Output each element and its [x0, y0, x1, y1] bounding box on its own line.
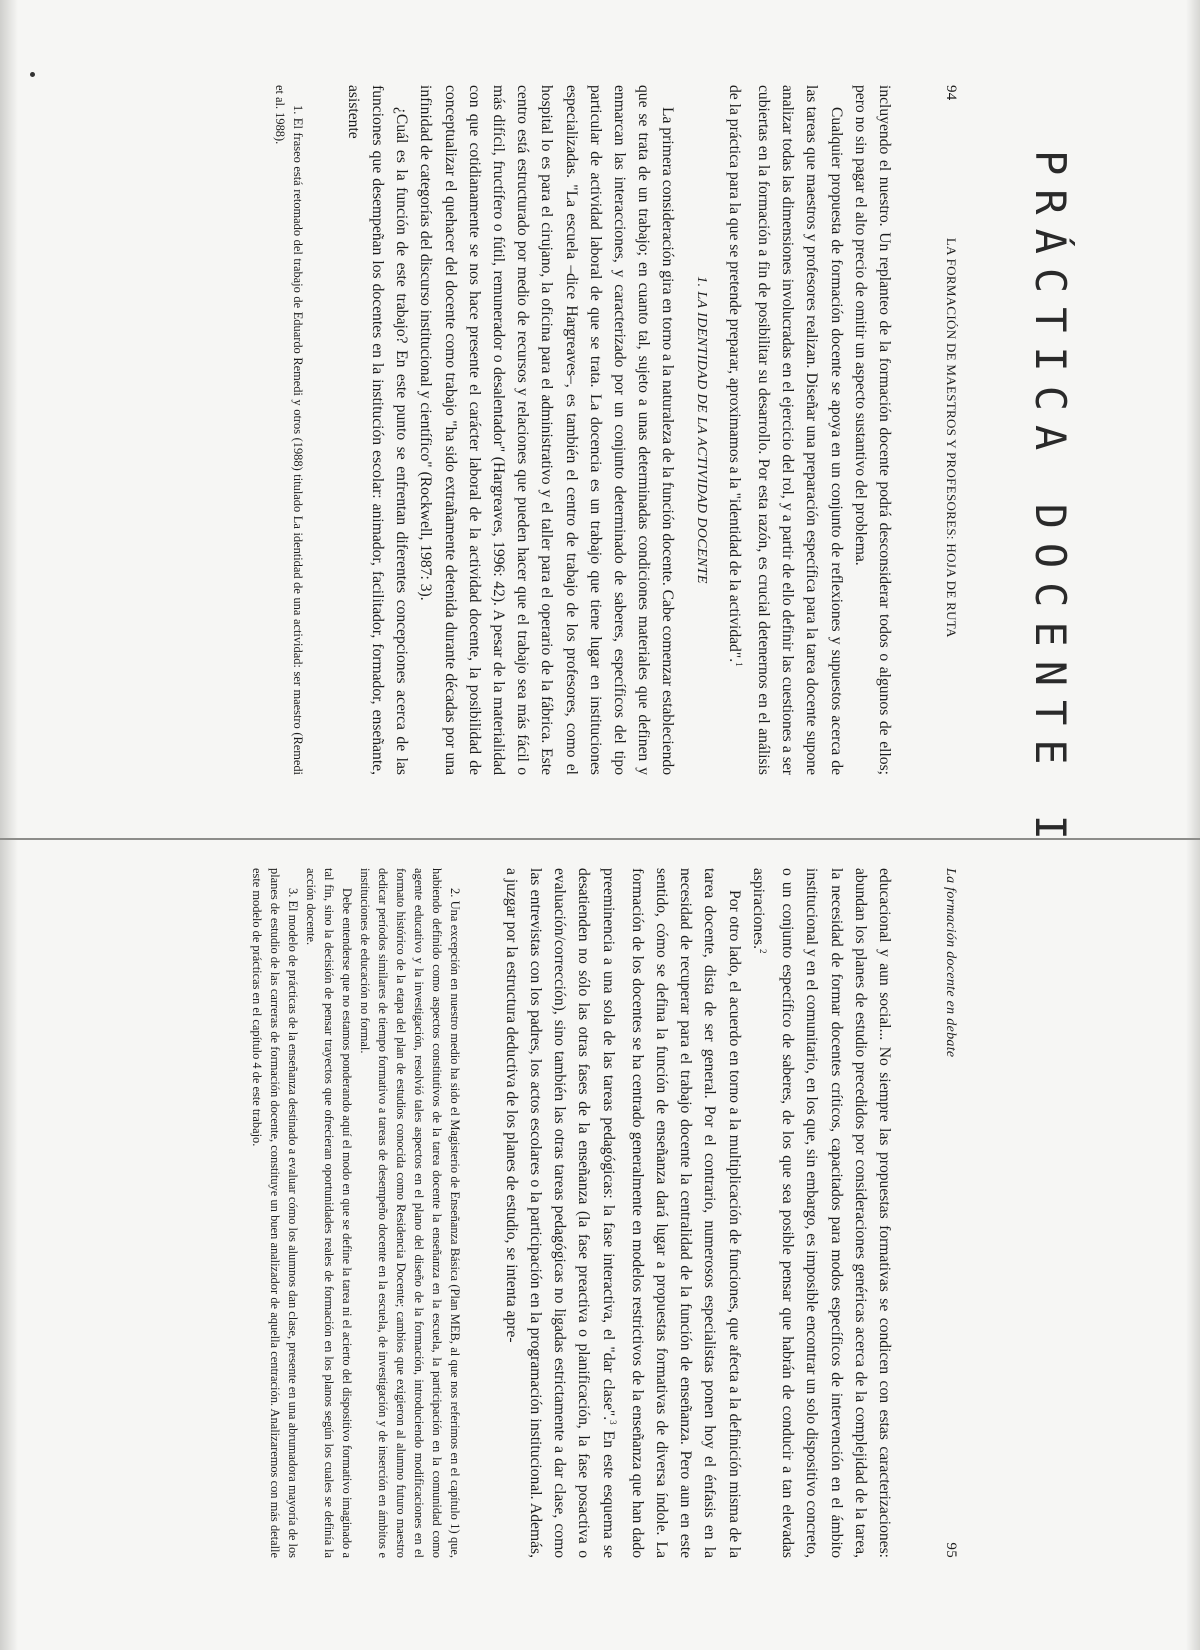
- footnote-ref: 3: [607, 1420, 618, 1425]
- paragraph: La primera consideración gira en torno a la naturaleza de la función docente. Cabe comenzar estableciendo que se trata de un trabajo; en cuanto tal, sujeto a unas determinadas condiciones materiales que definen y enmarcan las interacciones, y caracterizado por un conjunto determinado de saberes, específicos del tipo particular de actividad laboral de que se trata. La docencia es un trabajo que tiene lugar en instituciones especializadas. "La escuela –dice Hargreaves–, es también el centro de trabajo de los profesores, como el hospital lo es para el cirujano, la oficina para el administrativo y el taller para el operario de la fábrica. Este centro está estructurado por medio de recursos y relaciones que pueden hacer que el trabajo sea más fácil o más difícil, fructífero o fútil, remunerador o desalentador" (Hargreaves, 1996: 42). A pesar de la materialidad con que cotidianamente se nos hace presente el carácter laboral de la actividad docente, la posibilidad de conceptualizar el quehacer del docente como trabajo "ha sido extrañamente detenida durante décadas por una infinidad de categorías del discurso institucional y científico" (Rockwell, 1987: 3).: [417, 85, 677, 775]
- footnotes-95: [248, 868, 464, 1558]
- running-head-94: [942, 85, 959, 775]
- running-head-title: LA FORMACIÓN DE MAESTROS Y PROFESORES: HOJA DE RUTA: [944, 237, 959, 638]
- book-spine-fold: [0, 838, 1200, 840]
- page-94: [85, 85, 985, 775]
- footnote: 1. El fraseo está retomado del trabajo de Eduardo Remedi y otros (1988) titulado La identidad de una actividad: ser maestro (Remedi et al. 1988).: [272, 85, 305, 775]
- handwritten-annotation: [1026, 150, 1075, 854]
- paragraph: educacional y aun social... No siempre las propuestas formativas se condicen con estas caracterizaciones: abundan los planes de estudio precedidos por consideraciones genéricas acerca de la complejidad de la tarea, la necesidad de formar docentes críticos, capacitados para modos específicos de intervención en el ámbito institucional y en el comunitario, en los que, sin embargo, es imposible encontrar un solo dispositivo concreto, o un conjunto específico de saberes, de los que sea posible pensar que habrán de conducir a tan elevadas aspiraciones.$^2$: [749, 868, 893, 1558]
- annotation-text: PRÁCTICA DOCENTE: [1026, 150, 1075, 779]
- footnote: 3. El modelo de prácticas de la enseñanza destinado a evaluar cómo los alumnos dan clase, presente en una abrumadora mayoría de los planes de estudio de las carreras de formación docente, constituye un buen analizador de aquella centración. Analizaremos con más detalle este modelo de prácticas en el capítulo 4 de este trabajo.: [250, 868, 301, 1558]
- paragraph: ¿Cuál es la función de este trabajo? En este punto se enfrentan diferentes concepciones acerca de las funciones que desempeñan los docentes en la institución escolar: animador, facilitador, formador, enseñante, asistente: [344, 85, 411, 775]
- body-text-94: [341, 85, 896, 775]
- paragraph: Cualquier propuesta de formación docente se apoya en un conjunto de reflexiones y supuestos acerca de las tareas que maestros y profesores realizan. Diseñar una preparación específica para la tarea docente supone analizar todas las dimensiones involucradas en el ejercicio del rol, y a partir de ello definir las cuestiones a ser cubiertas en la formación a fin de posibilitar su desarrollo. Por esta razón, es crucial detenernos en el análisis de la práctica para la que se pretende preparar, aproximamos a la "identidad de la actividad".$^1$: [725, 85, 845, 775]
- paragraph: Por otro lado, el acuerdo en torno a la multiplicación de funciones, que afecta a la definición misma de la tarea docente, dista de ser general. Por el contrario, numerosos especialistas ponen hoy el énfasis en la necesidad de recuperar para el trabajo docente la centralidad de la función de enseñanza. Pero aun en este sentido, cómo se defina la función de enseñanza dará lugar a propuestas formativas de diversa índole. La formación de los docentes se ha centrado generalmente en modelos restrictivos de la enseñanza que han dado preeminencia a una sola de las tareas pedagógicas: la fase interactiva, el "dar clase".$^3$ En este esquema se desatienden no sólo las otras fases de la enseñanza (la fase preactiva o planificación, la fase posactiva o evaluación/corrección), sino también las otras tareas pedagógicas no ligadas estrictamente a dar clase, como las entrevistas con los padres, los actos escolares o la participación en la programación institucional. Además, a juzgar por la estructura deductiva de los planes de estudio, se intenta apre-: [502, 868, 743, 1558]
- running-head-title: La formación docente en debate: [943, 868, 958, 1058]
- footnote-ref: 2: [757, 948, 768, 954]
- footnote: 2. Una excepción en nuestro medio ha sido el Magisterio de Enseñanza Básica (Plan MEB, al que nos referimos en el capítulo 1) que, habiendo definido como aspectos constitutivos de la tarea docente la enseñanza en la escuela, la participación en la comunidad como agente educativo y la investigación, resolvió tales aspectos en el plano del diseño de la formación, introduciendo modificaciones en el formato histórico de la etapa del plan de estudios conocida como Residencia Docente; cambios que exigieron al alumno futuro maestro dedicar períodos similares de tiempo formativo a tareas de desempeño docente en la escuela, de investigación y de inserción en ámbitos e instituciones de educación no formal.: [358, 868, 463, 1558]
- annotation-roman-numeral: I: [1026, 814, 1075, 854]
- footnotes-94: [271, 85, 307, 775]
- page-95: [85, 868, 985, 1558]
- page-number: 95: [943, 1542, 959, 1558]
- body-text-95: [498, 868, 896, 1558]
- dust-speck: [30, 72, 35, 77]
- section-heading: 1. LA IDENTIDAD DE LA ACTIVIDAD DOCENTE: [694, 276, 710, 584]
- page-number: 94: [943, 85, 959, 101]
- running-head-95: [942, 868, 959, 1558]
- scan-edge-shadow-left: [0, 0, 18, 1650]
- paragraph: incluyendo el nuestro. Un replanteo de la formación docente podrá desconsiderar todos o algunos de ellos; pero no sin pagar el alto precio de omitir un aspecto sustantivo del problema.: [851, 85, 893, 775]
- scan-edge-shadow-right: [1186, 0, 1200, 1650]
- footnote: Debe entenderse que no estamos ponderando aquí el modo en que se define la tarea ni el acierto del dispositivo formativo imaginado a tal fin, sino la decisión de pensar trayectos que ofrecieran oportunidades reales de formación en los planos según los cuales se definía la acción docente.: [304, 868, 355, 1558]
- footnote-ref: 1: [733, 662, 744, 667]
